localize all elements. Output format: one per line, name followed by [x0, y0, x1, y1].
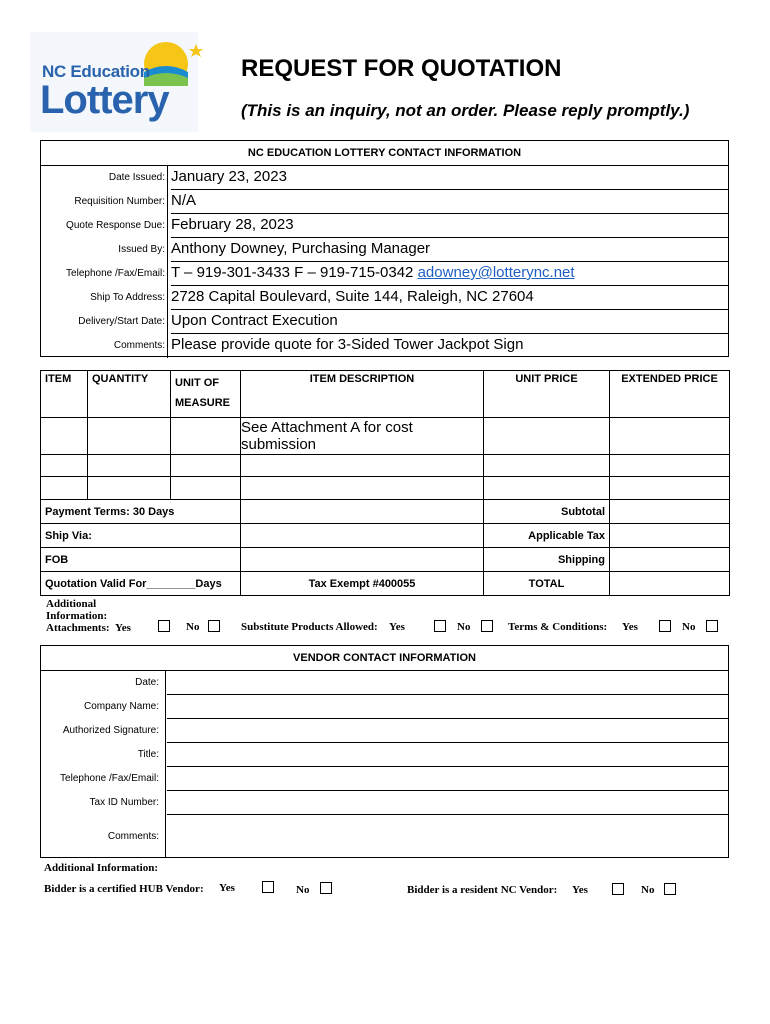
description-cell[interactable] — [241, 477, 484, 500]
footer-additional-info: Additional Information: — [44, 862, 158, 874]
hub-no-checkbox[interactable] — [320, 882, 332, 894]
email-link[interactable]: adowney@lotterync.net — [417, 264, 575, 281]
resident-yes-label: Yes — [572, 884, 588, 896]
subtotal-label: Subtotal — [484, 500, 610, 524]
applicable-tax-value[interactable] — [610, 524, 730, 548]
description-cell[interactable] — [241, 455, 484, 477]
table-row — [41, 455, 730, 477]
quantity-cell[interactable] — [88, 455, 171, 477]
contact-value: Upon Contract Execution — [171, 310, 728, 334]
header-extended-price: EXTENDED PRICE — [610, 371, 730, 418]
vendor-label: Date: — [135, 677, 159, 688]
contact-value: January 23, 2023 — [171, 166, 728, 190]
vendor-label: Authorized Signature: — [62, 725, 159, 736]
blank-cell[interactable] — [241, 548, 484, 572]
terms-yes-label: Yes — [622, 621, 638, 633]
page-title: REQUEST FOR QUOTATION — [241, 55, 562, 82]
attachments-yes-label: Yes — [115, 622, 131, 634]
vendor-row-comments — [41, 815, 728, 858]
contact-row-response-due — [41, 214, 728, 238]
fob: FOB — [41, 548, 241, 572]
table-row — [41, 418, 730, 455]
contact-row-telephone — [41, 262, 728, 286]
vendor-contact-section — [40, 645, 729, 858]
attachments-label: Attachments: — [46, 622, 110, 634]
contact-value — [171, 262, 728, 286]
vendor-date-field[interactable] — [167, 671, 728, 695]
resident-vendor-label: Bidder is a resident NC Vendor: — [407, 884, 558, 896]
contact-row-issued-by — [41, 238, 728, 262]
contact-value: N/A — [171, 190, 728, 214]
contact-label: Issued By: — [118, 244, 165, 255]
extended-price-cell[interactable] — [610, 477, 730, 500]
substitute-yes-checkbox[interactable] — [434, 620, 446, 632]
contact-label: Requisition Number: — [74, 196, 165, 207]
terms-label: Terms & Conditions: — [508, 621, 608, 633]
unit-price-cell[interactable] — [484, 418, 610, 455]
substitute-no-label: No — [457, 621, 471, 633]
substitute-yes-label: Yes — [389, 621, 405, 633]
contact-row-delivery — [41, 310, 728, 334]
vendor-label: Company Name: — [83, 701, 159, 712]
logo-line2: Lottery — [40, 78, 169, 122]
vendor-label: Title: — [137, 749, 159, 760]
attachments-no-checkbox[interactable] — [208, 620, 220, 632]
ship-via: Ship Via: — [41, 524, 241, 548]
vendor-row-telephone — [41, 767, 728, 791]
item-cell[interactable] — [41, 455, 88, 477]
hub-vendor-label: Bidder is a certified HUB Vendor: — [44, 883, 204, 895]
nc-education-lottery-logo — [30, 32, 198, 132]
contact-label: Delivery/Start Date: — [78, 316, 165, 327]
vendor-row-signature — [41, 719, 728, 743]
ship-via-row — [41, 524, 730, 548]
extended-price-cell[interactable] — [610, 455, 730, 477]
unit-price-cell[interactable] — [484, 477, 610, 500]
contact-label: Telephone /Fax/Email: — [66, 268, 165, 279]
vendor-comments-field[interactable] — [167, 815, 728, 858]
vendor-tax-id-field[interactable] — [167, 791, 728, 815]
hub-yes-label: Yes — [219, 882, 235, 894]
terms-no-label: No — [682, 621, 696, 633]
contact-row-date-issued — [41, 166, 728, 190]
header-unit-of-measure: UNIT OF MEASURE — [171, 371, 241, 418]
tax-exempt: Tax Exempt #400055 — [241, 572, 484, 596]
vendor-label: Telephone /Fax/Email: — [60, 773, 159, 784]
quantity-cell[interactable] — [88, 477, 171, 500]
header-quantity: QUANTITY — [88, 371, 171, 418]
contact-label: Date Issued: — [108, 172, 165, 183]
header-unit-price: UNIT PRICE — [484, 371, 610, 418]
vendor-company-field[interactable] — [167, 695, 728, 719]
vendor-label: Comments: — [107, 831, 159, 842]
extended-price-cell[interactable] — [610, 418, 730, 455]
vendor-row-title — [41, 743, 728, 767]
blank-cell[interactable] — [241, 524, 484, 548]
hub-yes-checkbox[interactable] — [262, 881, 274, 893]
contact-value: Anthony Downey, Purchasing Manager — [171, 238, 728, 262]
header-item-description: ITEM DESCRIPTION — [241, 371, 484, 418]
payment-terms-row — [41, 500, 730, 524]
unit-price-cell[interactable] — [484, 455, 610, 477]
payment-terms: Payment Terms: 30 Days — [41, 500, 241, 524]
quantity-cell[interactable] — [88, 418, 171, 455]
unit-cell[interactable] — [171, 455, 241, 477]
shipping-value[interactable] — [610, 548, 730, 572]
item-table-header-row — [41, 371, 730, 418]
contact-value: Please provide quote for 3-Sided Tower Jackpot Sign — [171, 336, 524, 353]
terms-yes-checkbox[interactable] — [659, 620, 671, 632]
header-item: ITEM — [41, 371, 88, 418]
contact-row-comments — [41, 334, 728, 358]
additional-info-label — [46, 598, 131, 634]
logo-line1: NC Education — [42, 62, 150, 81]
vendor-contact-header: VENDOR CONTACT INFORMATION — [41, 646, 728, 671]
subtotal-value[interactable] — [610, 500, 730, 524]
hub-no-label: No — [296, 884, 310, 896]
fob-row — [41, 548, 730, 572]
attachments-yes-checkbox[interactable] — [158, 620, 170, 632]
resident-yes-checkbox[interactable] — [612, 883, 624, 895]
contact-label: Comments: — [113, 340, 165, 351]
terms-no-checkbox[interactable] — [706, 620, 718, 632]
vendor-signature-field[interactable] — [167, 719, 728, 743]
item-table — [40, 370, 730, 596]
quotation-valid-row — [41, 572, 730, 596]
blank-cell[interactable] — [241, 500, 484, 524]
substitute-label: Substitute Products Allowed: — [241, 621, 378, 633]
vendor-row-company — [41, 695, 728, 719]
applicable-tax-label: Applicable Tax — [484, 524, 610, 548]
resident-no-checkbox[interactable] — [664, 883, 676, 895]
quotation-valid: Quotation Valid For________Days — [41, 572, 241, 596]
vendor-row-tax-id — [41, 791, 728, 815]
contact-value: February 28, 2023 — [171, 214, 728, 238]
total-label: TOTAL — [484, 572, 610, 596]
contact-row-ship-to — [41, 286, 728, 310]
unit-cell[interactable] — [171, 477, 241, 500]
contact-row-requisition — [41, 190, 728, 214]
vendor-telephone-field[interactable] — [167, 767, 728, 791]
contact-label: Ship To Address: — [90, 292, 165, 303]
resident-no-label: No — [641, 884, 655, 896]
additional-label-line2: Information: — [46, 610, 108, 622]
substitute-no-checkbox[interactable] — [481, 620, 493, 632]
attachments-no-label: No — [186, 621, 200, 633]
vendor-label: Tax ID Number: — [89, 797, 159, 808]
total-value[interactable] — [610, 572, 730, 596]
vendor-row-date — [41, 671, 728, 695]
contact-label: Quote Response Due: — [66, 220, 165, 231]
shipping-label: Shipping — [484, 548, 610, 572]
contact-info-section — [40, 140, 729, 357]
page-subtitle: (This is an inquiry, not an order. Please reply promptly.) — [241, 101, 690, 120]
phone-fax-text: T – 919-301-3433 F – 919-715-0342 — [171, 264, 418, 281]
contact-value: 2728 Capital Boulevard, Suite 144, Raleigh, NC 27604 — [171, 286, 728, 310]
item-cell[interactable] — [41, 418, 88, 455]
table-row — [41, 477, 730, 500]
additional-label-line1: Additional — [46, 598, 97, 610]
contact-info-header: NC EDUCATION LOTTERY CONTACT INFORMATION — [41, 141, 728, 166]
vendor-title-field[interactable] — [167, 743, 728, 767]
description-cell: See Attachment A for cost submission — [241, 418, 484, 455]
item-cell[interactable] — [41, 477, 88, 500]
item-table-section — [40, 370, 729, 596]
unit-cell[interactable] — [171, 418, 241, 455]
